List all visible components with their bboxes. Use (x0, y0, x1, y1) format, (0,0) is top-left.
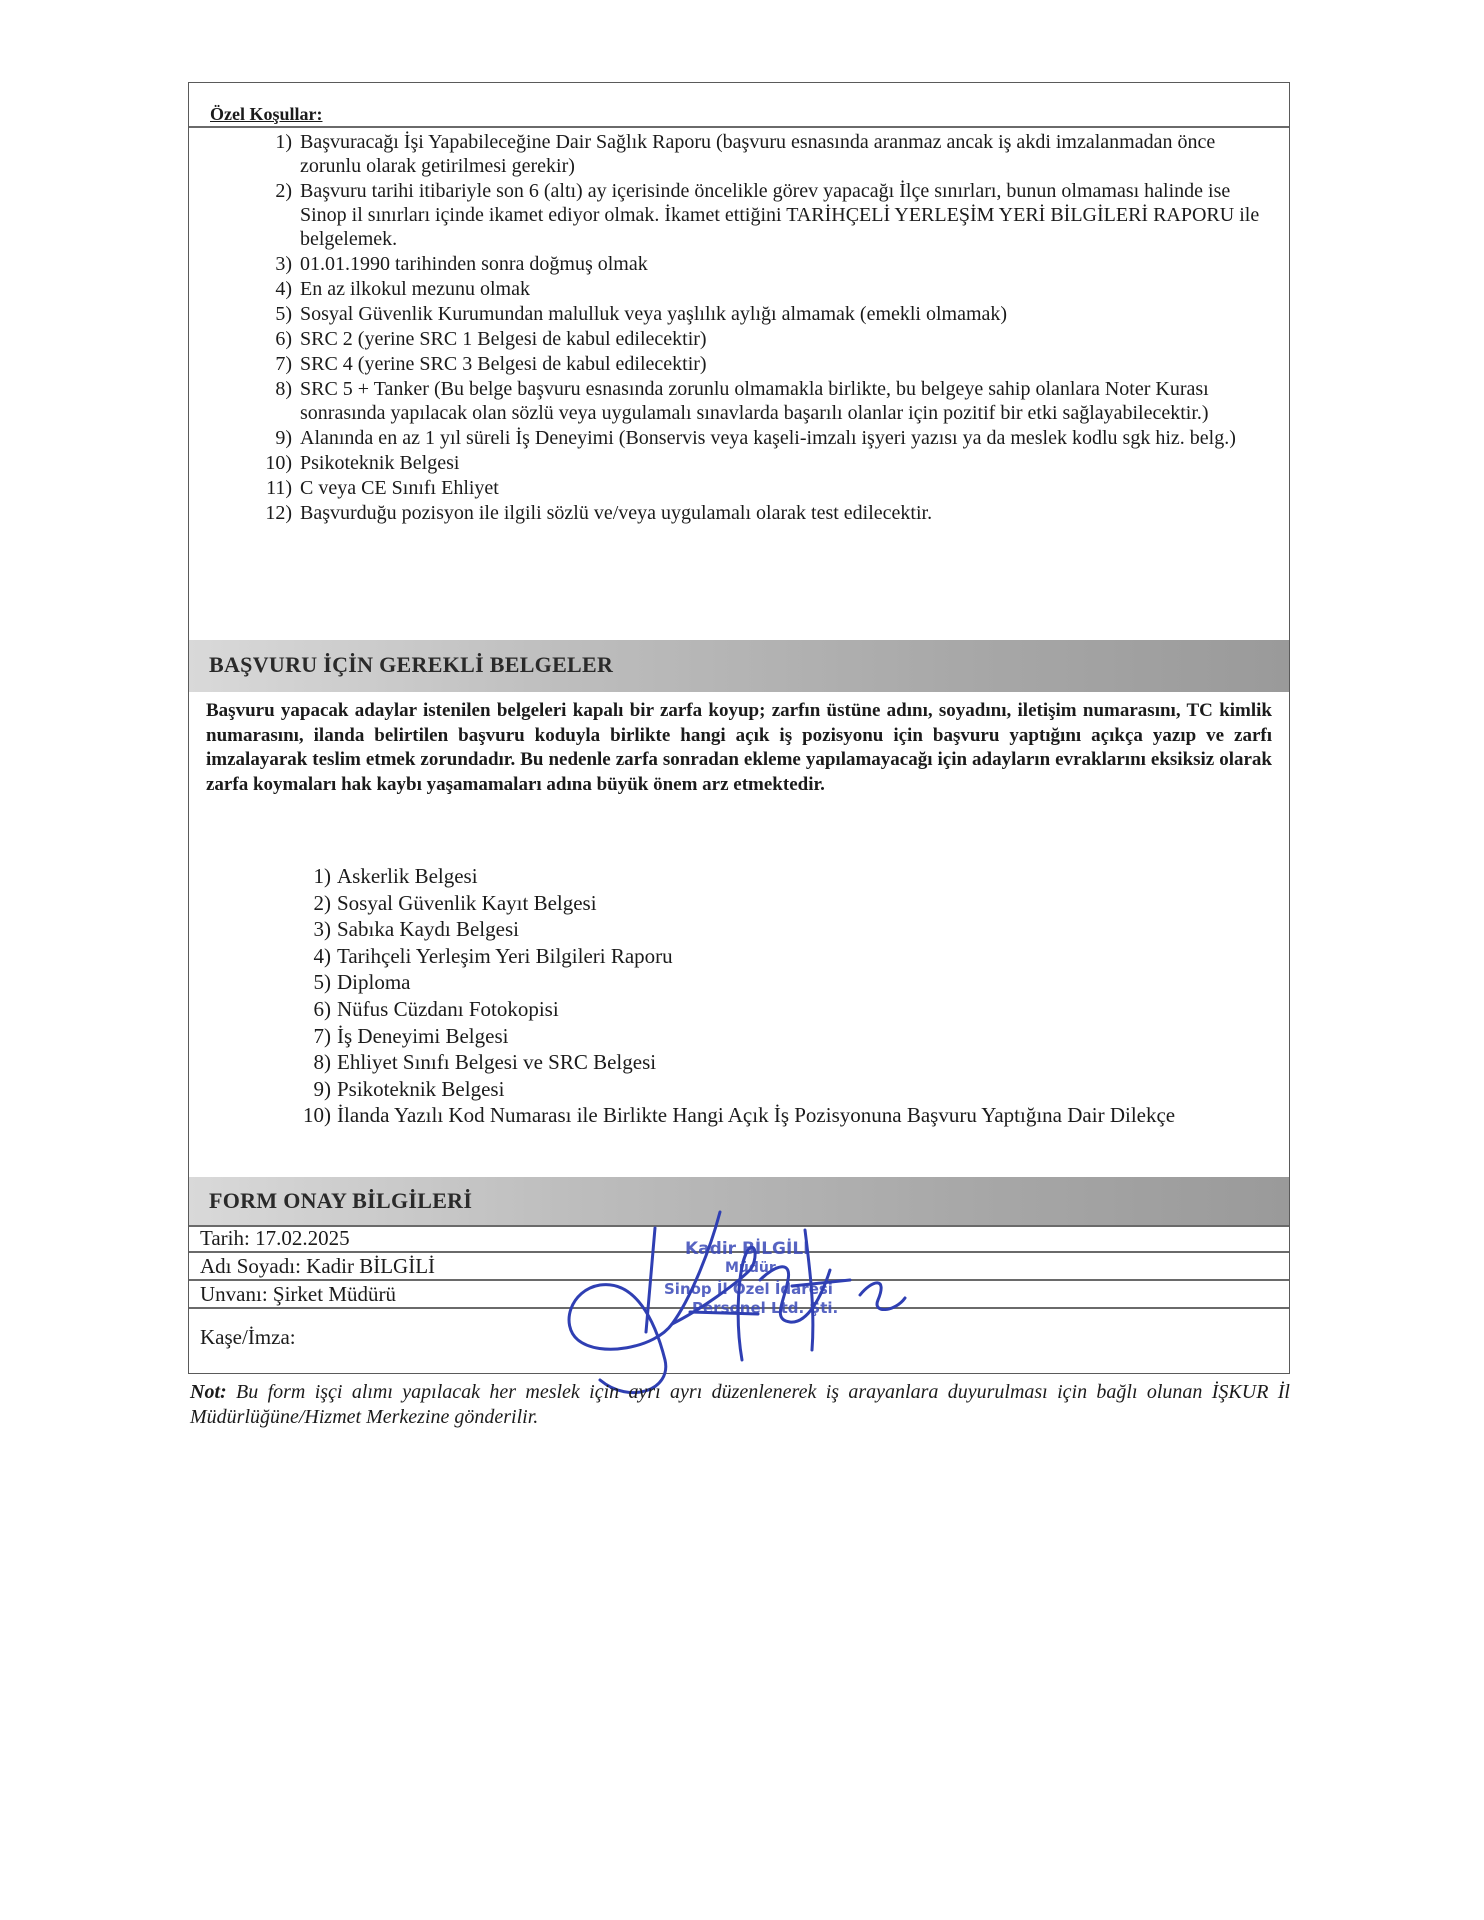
list-item (265, 451, 1270, 475)
list-item (275, 252, 1270, 276)
stamp-line-1: Kadir BİLGİLİ (685, 1239, 810, 1259)
list-item (313, 1049, 1257, 1076)
list-item-text: SRC 5 + Tanker (Bu belge başvuru esnasında zorunlu olmamakla birlikte, bu belgeye sahip olanlara Noter Kurası sonrasında yapılacak olan sözlü veya uygulamalı sınavlarda başarılı olanlar için pozitif bir etki sağlayabilecektir.) (300, 378, 1209, 424)
list-item-number: 6) (275, 328, 292, 350)
list-item-number: 11) (266, 477, 292, 499)
list-item-text: C veya CE Sınıfı Ehliyet (300, 477, 499, 499)
required-documents-header (189, 640, 1289, 692)
list-item-text: Sosyal Güvenlik Kayıt Belgesi (337, 890, 597, 915)
list-item-text: Sosyal Güvenlik Kurumundan malulluk veya yaşlılık aylığı almamak (emekli olmamak) (300, 303, 1008, 325)
list-item (313, 969, 1257, 996)
list-item-number: 1) (313, 864, 331, 888)
list-item (313, 1076, 1257, 1103)
list-item-number: 9) (275, 427, 292, 449)
approval-title: Unvanı: Şirket Müdürü (200, 1282, 396, 1306)
list-item-number: 4) (313, 943, 331, 968)
list-item (313, 890, 1257, 917)
list-item-number: 3) (275, 253, 292, 275)
list-item-text: Sabıka Kaydı Belgesi (337, 917, 519, 942)
special-conditions-title: Özel Koşullar: (210, 104, 323, 124)
list-item-text: Psikoteknik Belgesi (337, 1076, 505, 1101)
list-item (275, 327, 1270, 351)
list-item-text: Ehliyet Sınıfı Belgesi ve SRC Belgesi (337, 1050, 657, 1075)
list-item-text: Askerlik Belgesi (337, 864, 478, 888)
form-approval-title: FORM ONAY BİLGİLERİ (209, 1188, 473, 1213)
list-item (275, 277, 1270, 301)
list-item-number: 12) (265, 502, 292, 524)
footer-note (190, 1380, 1290, 1430)
list-item-number: 8) (313, 1050, 331, 1075)
list-item (313, 863, 1257, 890)
footer-note-text: Bu form işçi alımı yapılacak her meslek için ayrı ayrı düzenlenerek iş arayanlara duyurulması için bağlı olunan İŞKUR İl Müdürlüğüne/Hizmet Merkezine gönderilir. (190, 1381, 1290, 1428)
list-item-text: Başvuracağı İşi Yapabileceğine Dair Sağlık Raporu (başvuru esnasında aranmaz ancak iş akdi imzalanmadan önce zorunlu olarak getirilmesi gerekir) (300, 131, 1216, 177)
list-item-text: En az ilkokul mezunu olmak (300, 278, 530, 300)
list-item-number: 5) (313, 970, 331, 995)
list-item (313, 1023, 1257, 1050)
stamp-line-4: Personel Ltd. Şti. (692, 1299, 839, 1317)
list-item (266, 476, 1270, 500)
list-item (303, 1102, 1257, 1129)
approval-name: Adı Soyadı: Kadir BİLGİLİ (200, 1254, 436, 1278)
list-item-number: 2) (313, 890, 331, 915)
list-item-text: Başvurduğu pozisyon ile ilgili sözlü ve/veya uygulamalı olarak test edilecektir. (300, 502, 933, 524)
list-item (313, 943, 1257, 970)
list-item-text: Diploma (337, 970, 411, 995)
special-conditions-list (265, 130, 1270, 526)
list-item-text: SRC 2 (yerine SRC 1 Belgesi de kabul edilecektir) (300, 328, 707, 350)
stamp-line-3: Sinop İl Özel İdaresi (664, 1280, 833, 1298)
approval-stamp-signature: Kaşe/İmza: (200, 1325, 296, 1349)
required-documents-title: BAŞVURU İÇİN GEREKLİ BELGELER (209, 652, 614, 677)
required-documents-list (303, 863, 1257, 1129)
list-item (275, 130, 1270, 178)
list-item-text: Başvuru tarihi itibariyle son 6 (altı) ay içerisinde öncelikle görev yapacağı İlçe sınırları, bunun olmaması halinde ise Sinop il sınırları içinde ikamet ediyor olmak. İkamet ettiğini TARİHÇELİ YERLEŞİM YERİ BİLGİLERİ RAPORU ile belgelemek. (300, 180, 1260, 250)
list-item (275, 352, 1270, 376)
list-item-number: 5) (275, 303, 292, 325)
list-item-text: Alanında en az 1 yıl süreli İş Deneyimi (Bonservis veya kaşeli-imzalı işyeri yazısı ya da meslek kodlu sgk hiz. belg.) (300, 427, 1236, 449)
list-item (275, 179, 1270, 251)
list-item (275, 377, 1270, 425)
list-item-number: 9) (313, 1076, 331, 1101)
list-item-number: 7) (275, 353, 292, 375)
list-item-number: 10) (265, 452, 292, 474)
list-item-number: 8) (275, 378, 292, 400)
list-item (275, 302, 1270, 326)
list-item-number: 4) (275, 278, 292, 300)
list-item-number: 3) (313, 917, 331, 942)
list-item-text: SRC 4 (yerine SRC 3 Belgesi de kabul edilecektir) (300, 353, 707, 375)
stamp-line-2: Müdür (725, 1260, 776, 1276)
list-item (265, 501, 1270, 525)
list-item (275, 426, 1270, 450)
section-divider (189, 126, 1289, 128)
list-item-text: İlanda Yazılı Kod Numarası ile Birlikte Hangi Açık İş Pozisyonuna Başvuru Yaptığına Dair Dilekçe (337, 1103, 1176, 1128)
list-item-text: Nüfus Cüzdanı Fotokopisi (337, 996, 559, 1021)
list-item-text: Tarihçeli Yerleşim Yeri Bilgileri Raporu (337, 943, 673, 968)
list-item-number: 6) (313, 996, 331, 1021)
list-item-number: 1) (275, 131, 292, 153)
list-item-number: 7) (313, 1023, 331, 1048)
list-item-number: 10) (303, 1103, 331, 1128)
list-item-number: 2) (275, 180, 292, 202)
required-documents-notice: Başvuru yapacak adaylar istenilen belgeleri kapalı bir zarfa koyup; zarfın üstüne adını, soyadını, iletişim numarasını, TC kimlik numarasını, ilanda belirtilen başvuru koduyla birlikte hangi açık iş pozisyonu için başvuru yaptığını açıkça yazıp ve zarfı imzalayarak teslim etmek zorundadır. Bu nedenle zarfa sonradan ekleme yapılamayacağı için adayların evraklarını eksiksiz olarak zarfa koymaları hak kaybı yaşamamaları adına büyük önem arz etmektedir. (206, 700, 1272, 795)
list-item-text: İş Deneyimi Belgesi (337, 1023, 509, 1048)
list-item (313, 996, 1257, 1023)
list-item (313, 916, 1257, 943)
approval-date: Tarih: 17.02.2025 (200, 1226, 350, 1250)
footer-note-label: Not: (190, 1381, 227, 1403)
list-item-text: Psikoteknik Belgesi (300, 452, 460, 474)
list-item-text: 01.01.1990 tarihinden sonra doğmuş olmak (300, 253, 648, 275)
